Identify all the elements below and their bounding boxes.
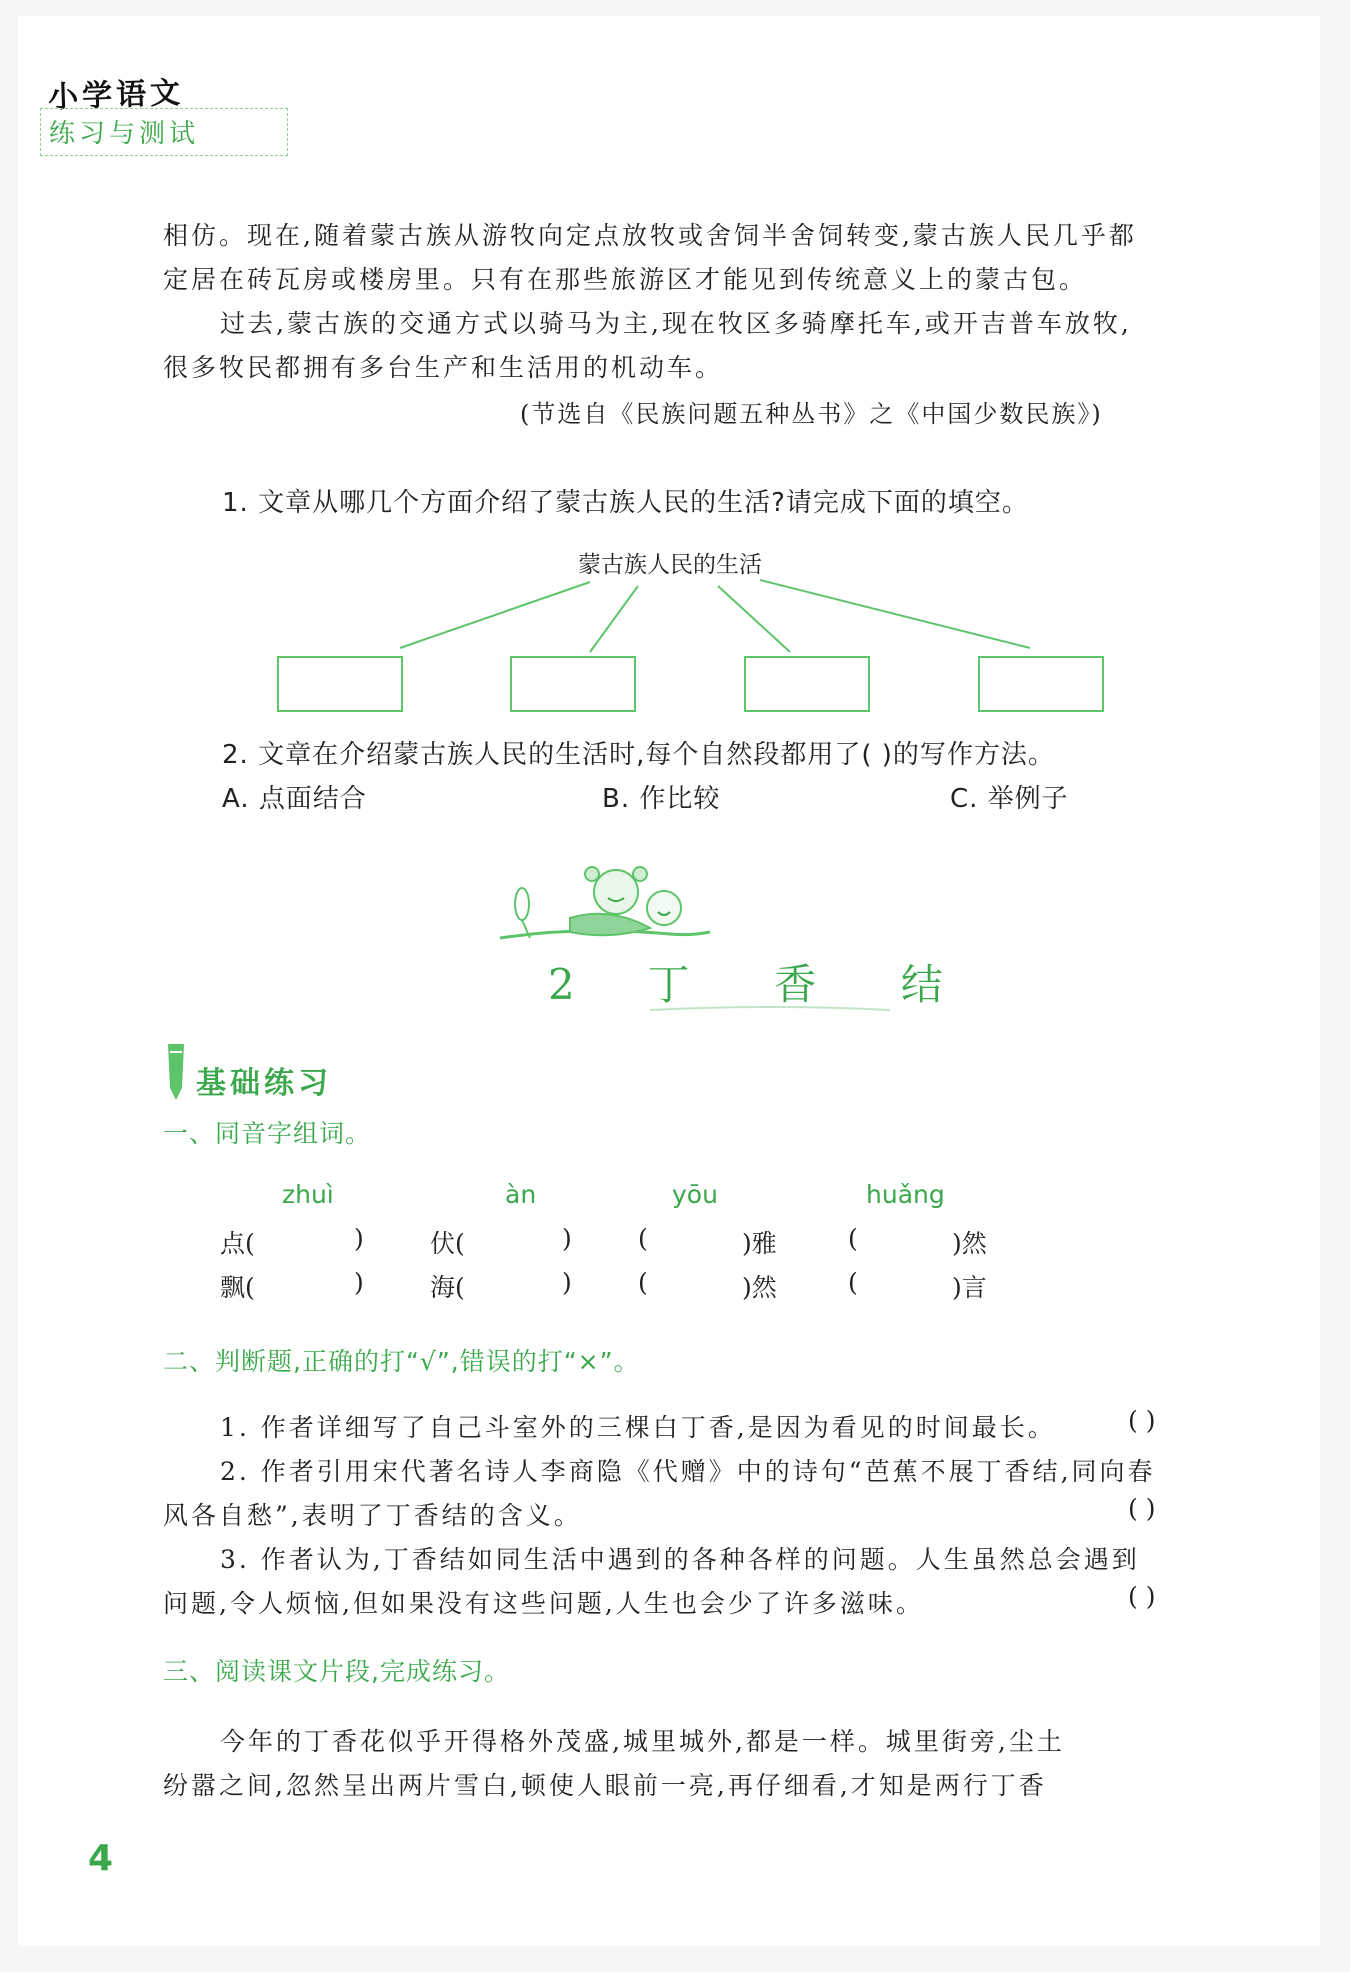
row1-word2-prefix: 伏( — [430, 1229, 465, 1258]
row1-word1-prefix: 点( — [220, 1229, 255, 1258]
lesson-title — [548, 952, 945, 1012]
diagram-branch-2 — [590, 586, 638, 652]
row2-word2-prefix: 海( — [430, 1273, 465, 1302]
row2-word3-suffix: )然 — [742, 1273, 777, 1302]
reading-line-2: 纷嚣之间,忽然呈出两片雪白,顿使人眼前一亮,再仔细看,才知是两行丁香 — [163, 1771, 1047, 1800]
answer-box-3[interactable] — [744, 656, 870, 712]
diagram-branch-1 — [400, 582, 590, 648]
answer-box-2[interactable] — [510, 656, 636, 712]
row2-word2-close: ) — [562, 1268, 572, 1297]
kids-illustration — [490, 856, 730, 956]
passage-source: (节选自《民族问题五种丛书》之《中国少数民族》) — [520, 400, 1103, 428]
reading-line-1: 今年的丁香花似乎开得格外茂盛,城里城外,都是一样。城里街旁,尘土 — [220, 1727, 1065, 1756]
judge-item-2b: 风各自愁”,表明了丁香结的含义。 — [163, 1501, 582, 1530]
option-b[interactable]: B. 作比较 — [602, 784, 721, 814]
series-title: 小学语文 — [47, 75, 185, 116]
passage-line-2: 定居在砖瓦房或楼房里。只有在那些旅游区才能见到传统意义上的蒙古包。 — [163, 265, 1088, 294]
passage-line-3: 过去,蒙古族的交通方式以骑马为主,现在牧区多骑摩托车,或开吉普车放牧, — [220, 309, 1132, 338]
basic-practice-label: 基础练习 — [196, 1066, 332, 1101]
passage-line-4: 很多牧民都拥有多台生产和生活用的机动车。 — [163, 353, 724, 382]
judge-paren-2[interactable]: ( ) — [1128, 1494, 1156, 1523]
question-2: 2. 文章在介绍蒙古族人民的生活时,每个自然段都用了( )的写作方法。 — [222, 740, 1055, 770]
pinyin-4: huǎng — [866, 1180, 945, 1209]
diagram-lines — [0, 0, 1350, 760]
pinyin-3: yōu — [672, 1180, 718, 1209]
judge-item-3a: 3. 作者认为,丁香结如同生活中遇到的各种各样的问题。人生虽然总会遇到 — [220, 1545, 1140, 1574]
diagram-branch-4 — [760, 580, 1030, 648]
passage-line-1: 相仿。现在,随着蒙古族从游牧向定点放牧或舍饲半舍饲转变,蒙古族人民几乎都 — [163, 221, 1137, 250]
question-1: 1. 文章从哪几个方面介绍了蒙古族人民的生活?请完成下面的填空。 — [222, 488, 1029, 518]
judge-item-2a: 2. 作者引用宋代著名诗人李商隐《代赠》中的诗句“芭蕉不展丁香结,同向春 — [220, 1457, 1156, 1486]
section-3-heading: 三、阅读课文片段,完成练习。 — [163, 1657, 510, 1686]
option-c[interactable]: C. 举例子 — [950, 784, 1069, 814]
row1-word1-close: ) — [354, 1224, 364, 1253]
judge-paren-1[interactable]: ( ) — [1128, 1406, 1156, 1435]
answer-box-1[interactable] — [277, 656, 403, 712]
pencil-icon — [160, 1040, 192, 1102]
pinyin-1: zhuì — [282, 1180, 334, 1209]
row2-word4-open: ( — [848, 1268, 858, 1297]
judge-item-3b: 问题,令人烦恼,但如果没有这些问题,人生也会少了许多滋味。 — [163, 1589, 924, 1618]
diagram-branch-3 — [718, 586, 790, 652]
row2-word3-open: ( — [638, 1268, 648, 1297]
lesson-title-char-3: 结 — [900, 960, 945, 1009]
row2-word1-close: ) — [354, 1268, 364, 1297]
title-underline — [650, 1004, 890, 1014]
row1-word4-open: ( — [848, 1224, 858, 1253]
lesson-number: 2 — [548, 960, 577, 1009]
series-subtitle: 练习与测试 — [40, 108, 288, 156]
row1-word2-close: ) — [562, 1224, 572, 1253]
row1-word4-suffix: )然 — [952, 1229, 987, 1258]
judge-item-1: 1. 作者详细写了自己斗室外的三棵白丁香,是因为看见的时间最长。 — [220, 1413, 1056, 1442]
diagram-root-label: 蒙古族人民的生活 — [578, 552, 762, 578]
pinyin-2: àn — [505, 1180, 537, 1209]
judge-paren-3[interactable]: ( ) — [1128, 1582, 1156, 1611]
section-2-heading: 二、判断题,正确的打“√”,错误的打“×”。 — [163, 1347, 640, 1376]
row1-word3-open: ( — [638, 1224, 648, 1253]
lesson-title-char-2: 香 — [774, 960, 819, 1009]
answer-box-4[interactable] — [978, 656, 1104, 712]
row1-word3-suffix: )雅 — [742, 1229, 777, 1258]
section-1-heading: 一、同音字组词。 — [163, 1119, 372, 1148]
option-a[interactable]: A. 点面结合 — [222, 784, 367, 814]
lesson-title-char-1: 丁 — [647, 960, 692, 1009]
row2-word1-prefix: 飘( — [220, 1273, 255, 1302]
page-number: 4 — [88, 1838, 114, 1879]
row2-word4-suffix: )言 — [952, 1273, 987, 1302]
